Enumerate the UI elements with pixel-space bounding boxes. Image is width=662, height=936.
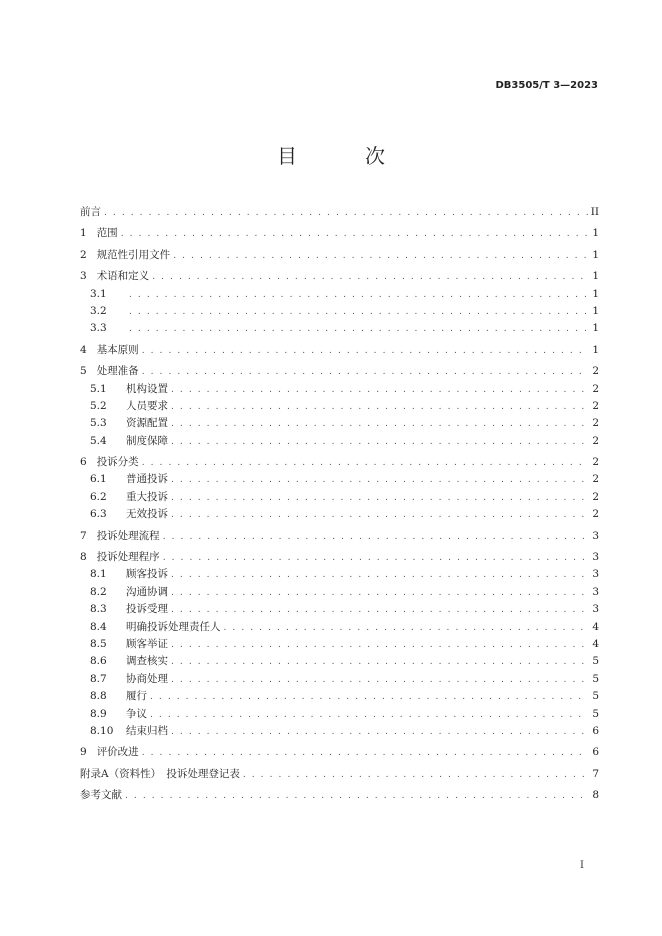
toc-dot-leader [171, 653, 588, 671]
toc-entry[interactable] [80, 619, 599, 636]
toc-entry-page: 6 [592, 746, 599, 759]
toc-entry-page: 2 [592, 456, 599, 469]
toc-entry-number: 5.4 [90, 434, 107, 447]
toc-entry-number: 7 [80, 529, 87, 542]
footer-page-number: I [580, 860, 584, 871]
toc-entry-label: 投诉处理程序 [96, 551, 160, 564]
toc-entry-page: 2 [592, 382, 599, 395]
toc-entry[interactable] [80, 225, 599, 242]
toc-entry-number: 8.7 [90, 672, 107, 685]
toc-dot-leader [171, 723, 588, 741]
toc-entry[interactable] [80, 706, 599, 723]
toc-entry[interactable] [80, 204, 599, 221]
toc-entry-page: 4 [592, 637, 599, 650]
toc-dot-leader [171, 671, 588, 689]
toc-entry-label: 参考文献 [80, 789, 122, 802]
toc-dot-leader [173, 247, 588, 265]
toc-dot-leader [142, 363, 588, 381]
toc-entry-label: 评价改进 [96, 746, 139, 759]
toc-entry[interactable] [80, 636, 599, 653]
toc-entry[interactable] [80, 653, 599, 670]
toc-entry-number: 8.8 [90, 690, 107, 703]
toc-dot-leader [171, 566, 588, 584]
toc-dot-leader [171, 636, 588, 654]
toc-entry-number: 8.10 [90, 724, 114, 737]
toc-dot-leader [171, 601, 588, 619]
toc-entry-page: 4 [592, 620, 599, 633]
toc-dot-leader [163, 549, 588, 567]
toc-entry[interactable] [80, 471, 599, 488]
toc-entry[interactable] [80, 415, 599, 432]
toc-entry-page: 2 [592, 417, 599, 430]
toc-dot-leader [121, 225, 588, 243]
toc-entry-page: 3 [592, 603, 599, 616]
toc-dot-leader [171, 584, 588, 602]
table-of-contents [80, 200, 599, 805]
toc-entry-page: 1 [592, 304, 599, 317]
toc-dot-leader [171, 506, 588, 524]
toc-dot-leader [171, 489, 588, 507]
toc-entry[interactable] [80, 671, 599, 688]
toc-dot-leader [142, 342, 588, 360]
toc-entry-page: 3 [592, 551, 599, 564]
toc-dot-leader [163, 528, 588, 546]
toc-dot-leader [142, 744, 588, 762]
toc-entry-page: 1 [592, 270, 599, 283]
toc-entry-page: 2 [592, 508, 599, 521]
toc-dot-leader [171, 381, 588, 399]
toc-entry[interactable] [80, 247, 599, 264]
toc-entry-page: 2 [592, 490, 599, 503]
toc-entry-number: 9 [80, 746, 87, 759]
toc-entry-label: 投诉受理 [126, 603, 168, 616]
toc-entry-page: 3 [592, 585, 599, 598]
toc-entry-number: 8.6 [90, 655, 107, 668]
toc-entry[interactable] [80, 398, 599, 415]
toc-entry[interactable] [80, 723, 599, 740]
toc-entry-number: 3.2 [90, 304, 107, 317]
toc-entry-number: 3 [80, 270, 87, 283]
toc-entry[interactable] [80, 454, 599, 471]
toc-entry-page: 5 [592, 672, 599, 685]
toc-dot-leader [152, 268, 588, 286]
toc-dot-leader [125, 787, 588, 805]
toc-entry-page: 3 [592, 529, 599, 542]
toc-entry-number: 4 [80, 343, 87, 356]
toc-entry-number: 5.1 [90, 382, 107, 395]
toc-entry-page: 8 [592, 789, 599, 802]
toc-entry-page: 1 [592, 248, 599, 261]
toc-entry-label: 机构设置 [126, 382, 168, 395]
toc-entry-label: 普通投诉 [126, 473, 168, 486]
toc-entry-page: 5 [592, 690, 599, 703]
toc-entry-number: 8.4 [90, 620, 107, 633]
toc-dot-leader [129, 320, 588, 338]
toc-entry-label: 沟通协调 [126, 585, 168, 598]
toc-entry-number: 8.3 [90, 603, 107, 616]
toc-entry-page: 5 [592, 655, 599, 668]
toc-dot-leader [171, 415, 588, 433]
toc-entry-page: 6 [592, 724, 599, 737]
toc-entry-number: 6 [80, 456, 87, 469]
toc-dot-leader [129, 303, 588, 321]
toc-entry-page: 2 [592, 399, 599, 412]
toc-entry-label: 前言 [80, 206, 101, 218]
toc-entry-page: 2 [592, 434, 599, 447]
toc-entry-page: 1 [592, 343, 599, 356]
toc-entry-page: 2 [592, 473, 599, 486]
toc-entry[interactable] [80, 489, 599, 506]
toc-entry-label: 顾客举证 [126, 637, 168, 650]
toc-entry-number: 2 [80, 248, 87, 261]
toc-dot-leader [171, 398, 588, 416]
toc-entry-label: 处理准备 [96, 365, 139, 378]
toc-entry[interactable] [80, 549, 599, 566]
toc-title: 目 次 [277, 144, 409, 168]
toc-dot-leader [171, 471, 588, 489]
toc-entry-number: 8.2 [90, 585, 107, 598]
toc-entry-label: 明确投诉处理责任人 [126, 620, 221, 633]
toc-entry-page: 1 [592, 287, 599, 300]
toc-entry-number: 8.9 [90, 707, 107, 720]
toc-entry[interactable] [80, 381, 599, 398]
toc-dot-leader [129, 286, 588, 304]
toc-entry-label: 顾客投诉 [126, 568, 168, 581]
toc-entry-label: 投诉处理流程 [96, 529, 160, 542]
toc-entry[interactable] [80, 268, 599, 285]
toc-entry-page: 3 [592, 568, 599, 581]
toc-entry-label: 投诉分类 [96, 456, 139, 469]
toc-entry-number: 3.3 [90, 322, 107, 335]
toc-entry-label: 术语和定义 [96, 270, 150, 283]
toc-entry[interactable] [80, 303, 599, 320]
toc-dot-leader [171, 433, 588, 451]
toc-entry[interactable] [80, 363, 599, 380]
toc-entry-number: 1 [80, 227, 87, 240]
toc-entry-number: 5.3 [90, 417, 107, 430]
toc-entry-label: 基本原则 [96, 343, 139, 356]
toc-entry-label: 范围 [96, 227, 118, 240]
toc-entry[interactable] [80, 688, 599, 705]
toc-entry-page: 7 [592, 767, 599, 780]
toc-entry[interactable] [80, 320, 599, 337]
toc-entry[interactable] [80, 506, 599, 523]
toc-entry[interactable] [80, 286, 599, 303]
toc-entry-number: 5 [80, 365, 87, 378]
toc-entry-number: 5.2 [90, 399, 107, 412]
toc-entry-page: 2 [592, 365, 599, 378]
toc-entry-label: 争议 [126, 707, 147, 720]
document-code: DB3505/T 3—2023 [495, 80, 598, 91]
toc-entry[interactable] [80, 744, 599, 761]
toc-entry-page: 1 [592, 227, 599, 240]
toc-entry[interactable] [80, 601, 599, 618]
toc-entry-page: 1 [592, 322, 599, 335]
toc-entry-label: 结束归档 [126, 724, 168, 737]
toc-entry[interactable] [80, 433, 599, 450]
toc-entry-label: 资源配置 [126, 417, 168, 430]
toc-entry-label: 履行 [126, 690, 147, 703]
toc-entry[interactable] [80, 566, 599, 583]
toc-entry-page: II [590, 206, 599, 218]
toc-entry-number: 6.3 [90, 508, 107, 521]
toc-entry-number: 8 [80, 551, 87, 564]
toc-entry-label: 附录A（资料性） 投诉处理登记表 [80, 767, 240, 780]
toc-entry-label: 制度保障 [126, 434, 168, 447]
toc-dot-leader [150, 706, 588, 724]
toc-entry[interactable] [80, 528, 599, 545]
toc-entry-number: 6.2 [90, 490, 107, 503]
toc-dot-leader [224, 619, 589, 637]
toc-entry[interactable] [80, 342, 599, 359]
toc-entry-page: 5 [592, 707, 599, 720]
toc-dot-leader [150, 688, 588, 706]
toc-dot-leader [104, 204, 588, 222]
toc-entry-label: 调查核实 [126, 655, 168, 668]
toc-entry-label: 重大投诉 [126, 490, 168, 503]
toc-entry-label: 人员要求 [126, 399, 168, 412]
toc-entry[interactable] [80, 766, 599, 783]
toc-entry[interactable] [80, 787, 599, 804]
toc-entry-number: 6.1 [90, 473, 107, 486]
toc-entry-label: 协商处理 [126, 672, 168, 685]
toc-dot-leader [142, 454, 588, 472]
toc-entry-number: 8.1 [90, 568, 107, 581]
toc-entry-label: 规范性引用文件 [96, 248, 171, 261]
toc-entry-number: 8.5 [90, 637, 107, 650]
toc-dot-leader [243, 766, 588, 784]
toc-entry-number: 3.1 [90, 287, 107, 300]
toc-entry-label: 无效投诉 [126, 508, 168, 521]
toc-entry[interactable] [80, 584, 599, 601]
